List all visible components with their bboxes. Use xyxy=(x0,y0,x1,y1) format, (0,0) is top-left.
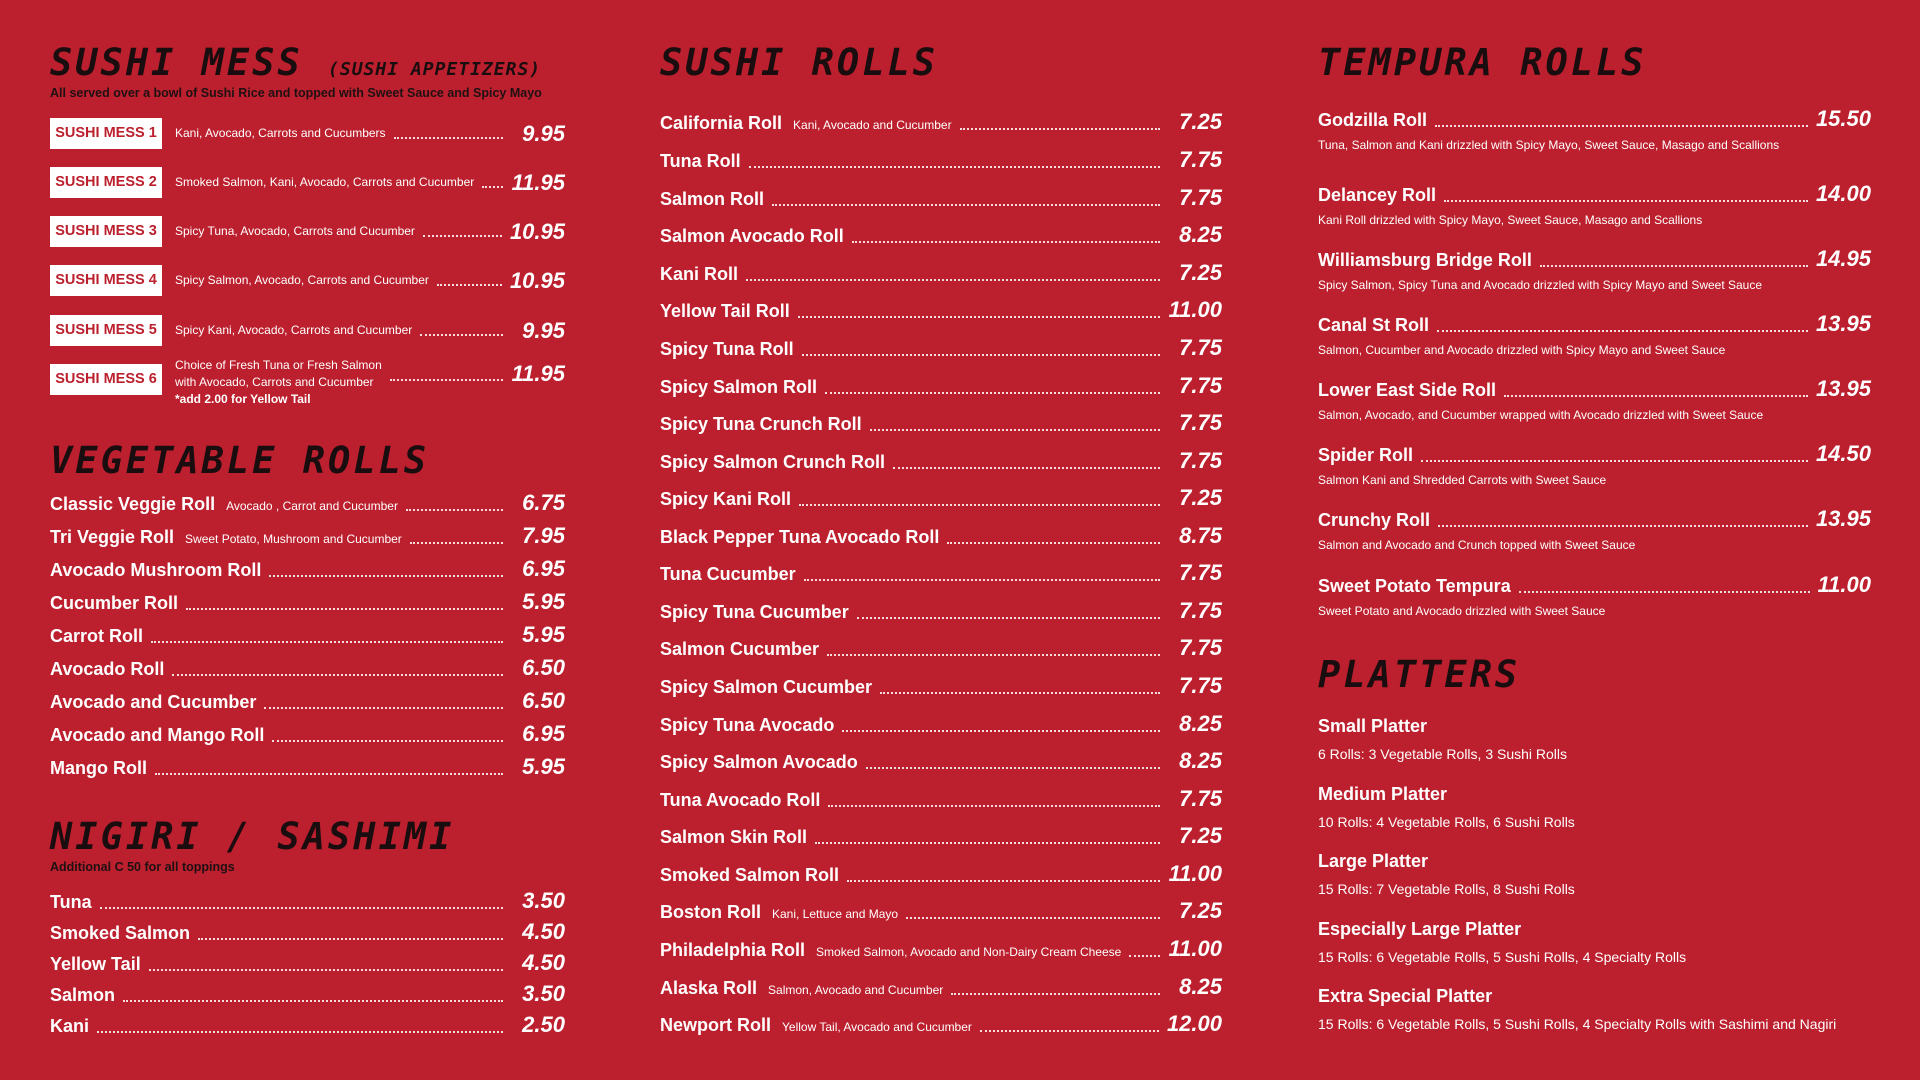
item-description: Spicy Salmon, Avocado, Carrots and Cucumber xyxy=(175,273,429,287)
platter-item xyxy=(1318,784,1575,830)
menu-item xyxy=(660,1011,1222,1037)
item-name: Spicy Kani Roll xyxy=(660,489,792,509)
sushi-mess-title: SUSHI MESS xyxy=(50,41,303,84)
dot-leader xyxy=(100,907,503,909)
item-price: 10.95 xyxy=(509,267,565,293)
item-name: Avocado Mushroom Roll xyxy=(50,560,262,580)
item-name: Crunchy Roll xyxy=(1318,510,1431,530)
menu-item xyxy=(660,109,1222,135)
item-name: Tuna Cucumber xyxy=(660,564,796,584)
platter-name: Extra Special Platter xyxy=(1318,986,1493,1006)
menu-item xyxy=(660,598,1222,624)
item-name: Classic Veggie Roll xyxy=(50,494,216,514)
menu-item xyxy=(660,635,1222,661)
item-price: 7.75 xyxy=(1179,786,1222,811)
platter-name: Small Platter xyxy=(1318,716,1428,736)
menu-item xyxy=(660,974,1222,1000)
item-name: Newport Roll xyxy=(660,1015,771,1035)
dot-leader xyxy=(960,128,1160,130)
item-name: Spicy Salmon Roll xyxy=(660,377,818,397)
item-price: 6.95 xyxy=(522,721,565,746)
item-price: 6.50 xyxy=(522,655,565,680)
menu-item xyxy=(660,523,1222,549)
yellow-tail-surcharge: *add 2.00 for Yellow Tail xyxy=(175,392,311,406)
item-price: 5.95 xyxy=(522,754,565,779)
dot-leader xyxy=(97,1031,503,1033)
dot-leader xyxy=(951,993,1160,995)
description-line: Choice of Fresh Tuna or Fresh Salmon xyxy=(175,358,382,372)
item-price: 3.50 xyxy=(522,888,565,913)
item-name: Avocado and Mango Roll xyxy=(50,725,265,745)
item-description: Salmon and Avocado and Crunch topped with Sweet Sauce xyxy=(1318,538,1636,552)
item-price: 8.25 xyxy=(1179,222,1222,247)
item-price: 7.75 xyxy=(1179,373,1222,398)
item-description xyxy=(175,357,382,408)
dot-leader xyxy=(828,805,1160,807)
menu-item xyxy=(50,754,565,780)
dot-leader xyxy=(825,392,1160,394)
menu-item xyxy=(660,823,1222,849)
dot-leader xyxy=(264,707,503,709)
item-badge: SUSHI MESS 2 xyxy=(50,167,162,198)
item-price: 7.75 xyxy=(1179,410,1222,435)
dot-leader xyxy=(827,654,1160,656)
item-price: 8.25 xyxy=(1179,974,1222,999)
item-description: Sweet Potato, Mushroom and Cucumber xyxy=(185,532,402,546)
menu-item xyxy=(50,1012,565,1038)
item-description: Kani, Avocado and Cucumber xyxy=(793,118,952,132)
dot-leader xyxy=(947,542,1160,544)
item-price: 7.75 xyxy=(1179,635,1222,660)
dot-leader xyxy=(847,880,1160,882)
item-price: 7.95 xyxy=(522,523,565,548)
item-price: 2.50 xyxy=(522,1012,565,1037)
menu-item xyxy=(660,297,1222,323)
item-name: Spicy Tuna Avocado xyxy=(660,715,835,735)
item-name: Spider Roll xyxy=(1318,445,1414,465)
item-name: Spicy Tuna Crunch Roll xyxy=(660,414,862,434)
platter-description: 10 Rolls: 4 Vegetable Rolls, 6 Sushi Rolls xyxy=(1318,814,1575,830)
dot-leader xyxy=(482,186,503,188)
item-price: 7.75 xyxy=(1179,560,1222,585)
item-price: 11.95 xyxy=(511,169,565,195)
item-name: Tuna Roll xyxy=(660,151,741,171)
item-badge: SUSHI MESS 6 xyxy=(50,364,162,395)
item-name: Avocado and Cucumber xyxy=(50,692,257,712)
menu-item xyxy=(50,622,565,648)
item-description: Salmon, Cucumber and Avocado drizzled with Spicy Mayo and Sweet Sauce xyxy=(1318,343,1726,357)
item-name: Williamsburg Bridge Roll xyxy=(1318,250,1532,270)
platter-name: Large Platter xyxy=(1318,851,1429,871)
menu-item xyxy=(50,315,565,346)
menu-item xyxy=(50,167,565,198)
menu-item xyxy=(50,357,565,408)
menu-item xyxy=(660,410,1222,436)
dot-leader xyxy=(172,674,503,676)
item-price: 8.25 xyxy=(1179,748,1222,773)
dot-leader xyxy=(870,429,1160,431)
item-price: 4.50 xyxy=(522,950,565,975)
item-name: Yellow Tail xyxy=(50,954,141,974)
dot-leader xyxy=(151,641,503,643)
dot-leader xyxy=(1519,591,1810,593)
item-description: Smoked Salmon, Avocado and Non-Dairy Cream Cheese xyxy=(816,945,1122,959)
item-price: 11.00 xyxy=(1817,572,1871,597)
dot-leader xyxy=(746,279,1160,281)
menu-item xyxy=(660,711,1222,737)
item-name: Smoked Salmon xyxy=(50,923,191,943)
sushi-rolls-heading: SUSHI ROLLS xyxy=(660,41,939,84)
dot-leader xyxy=(423,235,502,237)
item-name: Spicy Tuna Roll xyxy=(660,339,794,359)
dot-leader xyxy=(420,334,503,336)
menu-item xyxy=(50,556,565,582)
item-description: Sweet Potato and Avocado drizzled with Sweet Sauce xyxy=(1318,604,1606,618)
item-price: 6.75 xyxy=(522,490,565,515)
item-badge: SUSHI MESS 1 xyxy=(50,118,162,149)
item-description: Kani, Lettuce and Mayo xyxy=(772,907,899,921)
item-price: 8.25 xyxy=(1179,711,1222,736)
platter-name: Especially Large Platter xyxy=(1318,919,1522,939)
dot-leader xyxy=(798,316,1160,318)
menu-item xyxy=(660,147,1222,173)
item-name: Salmon xyxy=(50,985,116,1005)
item-name: Mango Roll xyxy=(50,758,147,778)
item-price: 14.00 xyxy=(1815,181,1871,206)
item-name: Carrot Roll xyxy=(50,626,144,646)
menu-item xyxy=(660,485,1222,511)
menu-item xyxy=(50,490,565,516)
item-badge: SUSHI MESS 5 xyxy=(50,315,162,346)
dot-leader xyxy=(1540,265,1808,267)
item-description: Spicy Tuna, Avocado, Carrots and Cucumber xyxy=(175,224,415,238)
item-name: Philadelphia Roll xyxy=(660,940,806,960)
item-name: Salmon Skin Roll xyxy=(660,827,808,847)
platter-item xyxy=(1318,716,1567,762)
dot-leader xyxy=(772,204,1160,206)
item-name: Sweet Potato Tempura xyxy=(1318,576,1511,596)
item-description: Tuna, Salmon and Kani drizzled with Spicy Mayo, Sweet Sauce, Masago and Scallions xyxy=(1318,138,1780,152)
item-price: 7.25 xyxy=(1179,109,1222,134)
item-name: Tri Veggie Roll xyxy=(50,527,175,547)
item-price: 11.95 xyxy=(511,361,565,386)
item-name: Salmon Roll xyxy=(660,189,765,209)
menu-item xyxy=(50,265,565,296)
dot-leader xyxy=(799,504,1160,506)
sushi-mess-heading xyxy=(50,41,542,84)
menu-item xyxy=(660,260,1222,286)
menu-item xyxy=(660,335,1222,361)
item-price: 13.95 xyxy=(1815,376,1871,401)
dot-leader xyxy=(802,354,1160,356)
menu-item xyxy=(1318,506,1871,552)
item-description: Kani Roll drizzled with Spicy Mayo, Sweet Sauce, Masago and Scallions xyxy=(1318,213,1703,227)
dot-leader xyxy=(406,509,503,511)
item-price: 14.95 xyxy=(1815,246,1871,271)
dot-leader xyxy=(155,773,503,775)
dot-leader xyxy=(1438,525,1808,527)
item-name: Avocado Roll xyxy=(50,659,165,679)
item-price: 15.50 xyxy=(1815,106,1871,131)
item-price: 11.00 xyxy=(1168,936,1222,961)
menu-item xyxy=(50,950,565,976)
menu-item xyxy=(50,216,565,247)
item-name: Spicy Salmon Cucumber xyxy=(660,677,873,697)
item-price: 14.50 xyxy=(1815,441,1871,466)
dot-leader xyxy=(866,767,1160,769)
dot-leader xyxy=(1129,955,1160,957)
platter-description: 15 Rolls: 7 Vegetable Rolls, 8 Sushi Rolls xyxy=(1318,881,1575,897)
item-description: Yellow Tail, Avocado and Cucumber xyxy=(782,1020,972,1034)
item-price: 7.75 xyxy=(1179,598,1222,623)
platter-description: 6 Rolls: 3 Vegetable Rolls, 3 Sushi Rolls xyxy=(1318,746,1568,762)
menu-item xyxy=(50,655,565,681)
item-price: 12.00 xyxy=(1166,1011,1222,1036)
item-name: Tuna xyxy=(50,892,92,912)
menu-item xyxy=(50,118,565,149)
item-name: Spicy Salmon Crunch Roll xyxy=(660,452,886,472)
menu-item xyxy=(50,721,565,747)
dot-leader xyxy=(749,166,1160,168)
item-price: 11.00 xyxy=(1168,861,1222,886)
dot-leader xyxy=(390,379,503,381)
item-price: 5.95 xyxy=(522,589,565,614)
item-name: Smoked Salmon Roll xyxy=(660,865,840,885)
platter-item xyxy=(1318,851,1575,897)
dot-leader xyxy=(1437,330,1808,332)
menu-item xyxy=(660,861,1222,887)
platter-description: 15 Rolls: 6 Vegetable Rolls, 5 Sushi Rolls, 4 Specialty Rolls with Sashimi and Nagiri xyxy=(1318,1016,1837,1032)
description-line: with Avocado, Carrots and Cucumber xyxy=(175,375,374,389)
dot-leader xyxy=(980,1030,1159,1032)
item-price: 6.95 xyxy=(522,556,565,581)
menu-item xyxy=(1318,181,1871,227)
item-name: Canal St Roll xyxy=(1318,315,1430,335)
menu-item xyxy=(1318,441,1871,487)
item-price: 7.75 xyxy=(1179,335,1222,360)
dot-leader xyxy=(149,969,503,971)
item-name: California Roll xyxy=(660,113,783,133)
item-price: 13.95 xyxy=(1815,311,1871,336)
menu-item xyxy=(1318,106,1871,152)
menu-item xyxy=(1318,311,1871,357)
dot-leader xyxy=(804,579,1160,581)
menu-item xyxy=(660,373,1222,399)
item-description: Salmon, Avocado and Cucumber xyxy=(768,983,944,997)
tempura-rolls-heading: TEMPURA ROLLS xyxy=(1318,41,1647,84)
sushi-mess-note: All served over a bowl of Sushi Rice and topped with Sweet Sauce and Spicy Mayo xyxy=(50,86,542,100)
nigiri-sashimi-heading: NIGIRI / SASHIMI xyxy=(50,815,455,858)
item-description: Spicy Salmon, Spicy Tuna and Avocado drizzled with Spicy Mayo and Sweet Sauce xyxy=(1318,278,1763,292)
platter-description: 15 Rolls: 6 Vegetable Rolls, 5 Sushi Rolls, 4 Specialty Rolls xyxy=(1318,949,1687,965)
menu-item xyxy=(50,888,565,914)
platter-item xyxy=(1318,986,1836,1032)
item-name: Salmon Avocado Roll xyxy=(660,226,844,246)
dot-leader xyxy=(815,842,1160,844)
menu-item xyxy=(660,748,1222,774)
item-name: Spicy Salmon Avocado xyxy=(660,752,858,772)
dot-leader xyxy=(852,241,1160,243)
dot-leader xyxy=(1421,460,1808,462)
item-price: 6.50 xyxy=(522,688,565,713)
dot-leader xyxy=(410,542,503,544)
item-name: Boston Roll xyxy=(660,902,761,922)
item-price: 7.75 xyxy=(1179,673,1222,698)
dot-leader xyxy=(893,467,1160,469)
dot-leader xyxy=(1504,395,1808,397)
dot-leader xyxy=(1444,200,1808,202)
nigiri-note: Additional C 50 for all toppings xyxy=(50,860,235,874)
item-price: 10.95 xyxy=(509,218,565,244)
platters-heading: PLATTERS xyxy=(1318,653,1521,696)
dot-leader xyxy=(857,617,1160,619)
dot-leader xyxy=(198,938,503,940)
vegetable-rolls-heading: VEGETABLE ROLLS xyxy=(50,439,430,482)
dot-leader xyxy=(437,284,502,286)
item-name: Yellow Tail Roll xyxy=(660,301,790,321)
item-description: Smoked Salmon, Kani, Avocado, Carrots and Cucumber xyxy=(175,175,475,189)
item-price: 7.75 xyxy=(1179,147,1222,172)
item-price: 7.25 xyxy=(1179,485,1222,510)
item-price: 7.25 xyxy=(1179,898,1222,923)
item-description: Avocado , Carrot and Cucumber xyxy=(226,499,398,513)
menu-item xyxy=(660,448,1222,474)
item-price: 4.50 xyxy=(522,919,565,944)
dot-leader xyxy=(269,575,503,577)
menu-item xyxy=(660,560,1222,586)
menu-item xyxy=(50,688,565,714)
item-name: Kani Roll xyxy=(660,264,739,284)
item-name: Cucumber Roll xyxy=(50,593,179,613)
item-name: Tuna Avocado Roll xyxy=(660,790,821,810)
item-price: 13.95 xyxy=(1815,506,1871,531)
platter-item xyxy=(1318,919,1686,965)
item-description: Salmon Kani and Shredded Carrots with Sweet Sauce xyxy=(1318,473,1607,487)
item-name: Lower East Side Roll xyxy=(1318,380,1497,400)
menu-item xyxy=(50,589,565,615)
dot-leader xyxy=(906,917,1160,919)
item-name: Delancey Roll xyxy=(1318,185,1437,205)
item-price: 11.00 xyxy=(1168,297,1222,322)
item-name: Alaska Roll xyxy=(660,978,758,998)
item-price: 7.25 xyxy=(1179,823,1222,848)
menu-item xyxy=(660,936,1222,962)
menu-item xyxy=(660,898,1222,924)
item-description: Kani, Avocado, Carrots and Cucumbers xyxy=(175,126,386,140)
item-name: Godzilla Roll xyxy=(1318,110,1428,130)
item-price: 3.50 xyxy=(522,981,565,1006)
menu-item xyxy=(660,185,1222,211)
item-price: 7.25 xyxy=(1179,260,1222,285)
item-price: 9.95 xyxy=(522,120,565,146)
menu-item xyxy=(1318,376,1871,422)
item-name: Black Pepper Tuna Avocado Roll xyxy=(660,527,940,547)
item-description: Spicy Kani, Avocado, Carrots and Cucumber xyxy=(175,323,413,337)
item-badge: SUSHI MESS 4 xyxy=(50,265,162,296)
item-price: 7.75 xyxy=(1179,448,1222,473)
menu-item xyxy=(50,981,565,1007)
dot-leader xyxy=(880,692,1160,694)
menu-item xyxy=(50,523,565,549)
dot-leader xyxy=(1435,125,1808,127)
menu-item xyxy=(50,919,565,945)
sushi-mess-subtitle: (SUSHI APPETIZERS) xyxy=(328,59,542,80)
dot-leader xyxy=(186,608,503,610)
dot-leader xyxy=(394,137,503,139)
menu-item xyxy=(1318,572,1871,618)
platter-name: Medium Platter xyxy=(1318,784,1448,804)
menu-item xyxy=(660,222,1222,248)
item-description: Salmon, Avocado, and Cucumber wrapped with Avocado drizzled with Sweet Sauce xyxy=(1318,408,1764,422)
item-name: Salmon Cucumber xyxy=(660,639,820,659)
menu-item xyxy=(1318,246,1871,292)
menu-item xyxy=(660,786,1222,812)
item-badge: SUSHI MESS 3 xyxy=(50,216,162,247)
item-price: 9.95 xyxy=(522,317,565,343)
item-price: 8.75 xyxy=(1179,523,1222,548)
menu-item xyxy=(660,673,1222,699)
item-name: Spicy Tuna Cucumber xyxy=(660,602,849,622)
item-price: 5.95 xyxy=(522,622,565,647)
dot-leader xyxy=(272,740,503,742)
dot-leader xyxy=(123,1000,503,1002)
item-price: 7.75 xyxy=(1179,185,1222,210)
dot-leader xyxy=(842,730,1160,732)
item-name: Kani xyxy=(50,1016,90,1036)
